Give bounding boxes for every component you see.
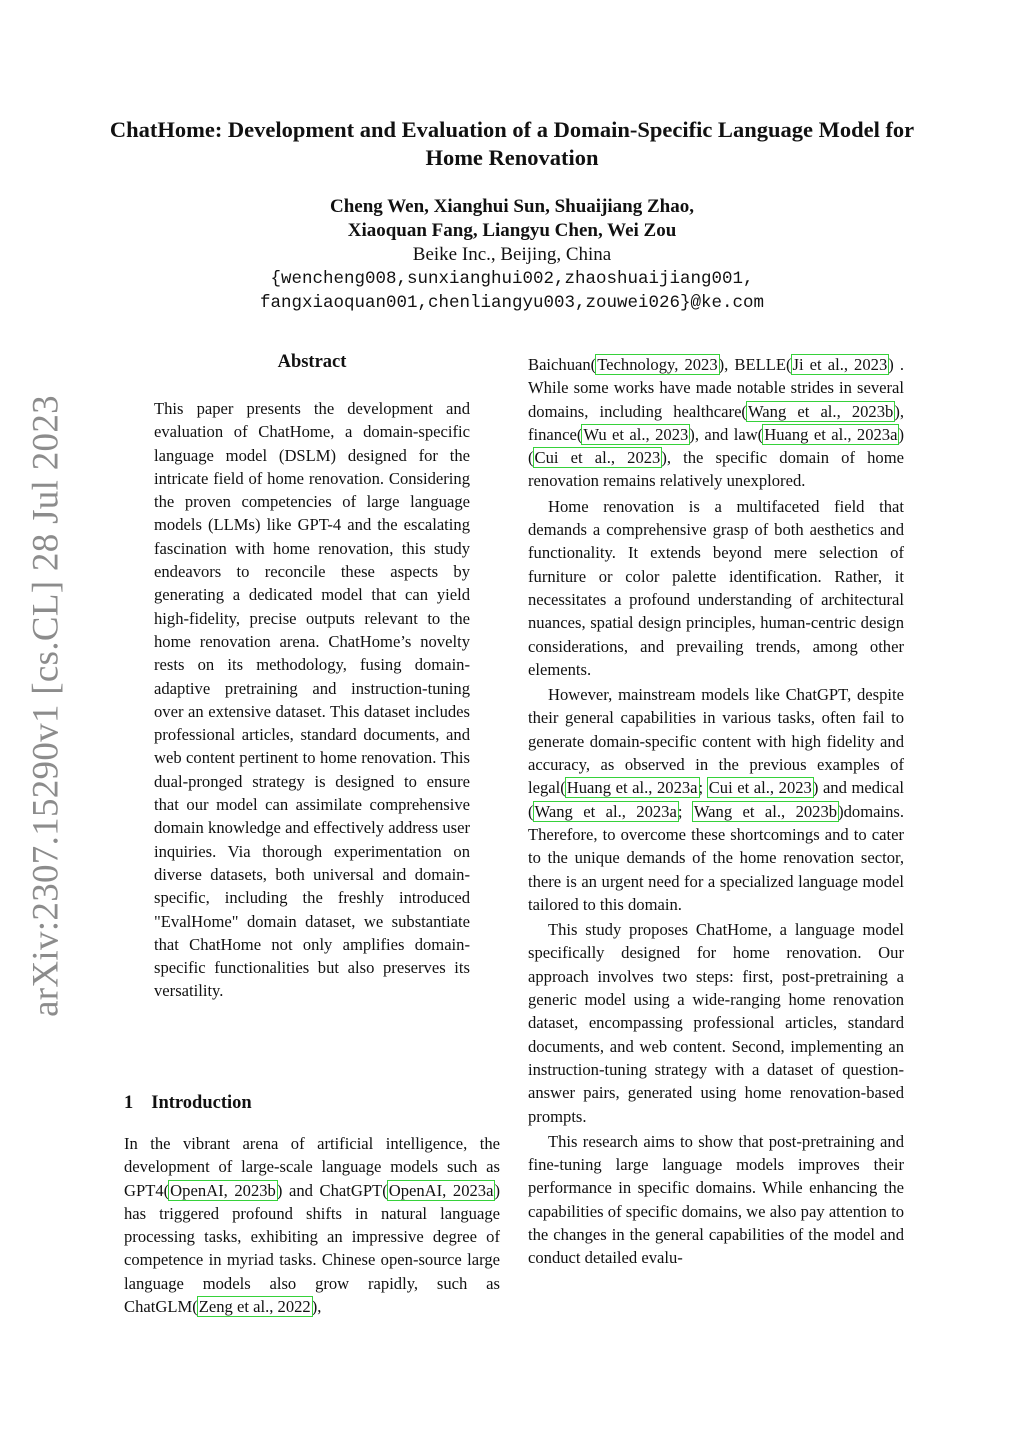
citation-link[interactable]: Wang et al., 2023a bbox=[534, 801, 677, 821]
citation-link[interactable]: Technology, 2023 bbox=[597, 355, 718, 374]
text-run: ), bbox=[311, 1297, 322, 1317]
author-names-line-1: Cheng Wen, Xianghui Sun, Shuaijiang Zhao, bbox=[330, 196, 694, 217]
citation-link[interactable]: OpenAI, 2023b bbox=[170, 1180, 276, 1200]
text-run: ), BELLE( bbox=[718, 355, 792, 374]
arxiv-stamp-text: arXiv:2307.15290v1 [cs.CL] 28 Jul 2023 bbox=[25, 395, 67, 1017]
citation-link[interactable]: Huang et al., 2023a bbox=[764, 424, 898, 444]
text-run: )( bbox=[528, 424, 904, 468]
citation-link[interactable]: Ji et al., 2023 bbox=[792, 355, 888, 374]
author-names-line-2: Xiaoquan Fang, Liangyu Chen, Wei Zou bbox=[347, 220, 677, 241]
text-run: In the vibrant arena of artificial intelligence, the development of large-scale language models such as GPT4( bbox=[124, 1134, 500, 1200]
section-heading-introduction bbox=[124, 1093, 252, 1114]
text-run: ), and law( bbox=[689, 424, 764, 444]
right-paragraph-5: This research aims to show that post-pretraining and fine-tuning large language models improves their performance in specific domains. While enhancing the capabilities of specific domains, we also pay attention to the changes in the general capabilities of the model and conduct detailed evalu- bbox=[528, 1131, 904, 1268]
citation-link[interactable]: Wang et al., 2023b bbox=[693, 801, 838, 821]
text-run: ; bbox=[698, 778, 708, 798]
text-run: ) has triggered profound shifts in natural language processing tasks, exhibiting an impressive degree of competence in myriad tasks. Chinese open-source large language models also grow rapidly, such as ChatGLM( bbox=[124, 1180, 500, 1317]
text-run: ), the specific domain of home renovation remains relatively unexplored. bbox=[528, 448, 905, 491]
citation-link[interactable]: Wang et al., 2023b bbox=[747, 401, 894, 421]
text-run: ) and ChatGPT( bbox=[276, 1180, 388, 1200]
paper-title: ChatHome: Development and Evaluation of a Domain-Specific Language Model for Home Renovation bbox=[109, 117, 915, 170]
citation-link[interactable]: OpenAI, 2023a bbox=[388, 1180, 494, 1200]
citation-link[interactable]: Zeng et al., 2022 bbox=[198, 1297, 311, 1317]
right-paragraph-3 bbox=[528, 683, 904, 916]
citation-link[interactable]: Cui et al., 2023 bbox=[708, 778, 812, 798]
citation-link[interactable]: Cui et al., 2023 bbox=[534, 448, 661, 468]
citation-link[interactable]: Huang et al., 2023a bbox=[566, 778, 698, 798]
citation-link[interactable]: Wu et al., 2023 bbox=[583, 424, 689, 444]
email-line-2: fangxiaoquan001,chenliangyu003,zouwei026}@ke.com bbox=[259, 293, 765, 313]
section-title: Introduction bbox=[151, 1093, 252, 1113]
email-line-1: {wencheng008,sunxianghui002,zhaoshuaijiang001, bbox=[270, 269, 754, 289]
text-run: ), finance( bbox=[528, 401, 904, 444]
abstract-text: This paper presents the development and evaluation of ChatHome, a domain-specific language model (DSLM) designed for the intricate field of home renovation. Considering the proven competencies of large language models (LLMs) like GPT-4 and the escalating fascination with home renovation, this study endeavors to reconcile these aspects by generating a dedicated model that can yield high-fidelity, precise outputs relevant to the home renovation arena. ChatHome’s novelty rests on its methodology, fusing domain-adaptive pretraining and instruction-tuning over an extensive dataset. This dataset includes professional articles, standard documents, and web content pertinent to home renovation. This dual-pronged strategy is designed to ensure that our model can assimilate comprehensive domain knowledge and effectively address user inquiries. Via thorough experimentation on diverse datasets, both universal and domain-specific, including the freshly introduced "EvalHome" domain dataset, we substantiate that ChatHome not only amplifies domain-specific functionalities but also preserves its versatility. bbox=[154, 399, 470, 1001]
affiliation: Beike Inc., Beijing, China bbox=[412, 244, 612, 265]
right-paragraph-4: This study proposes ChatHome, a language model specifically designed for home renovation. Our approach involves two steps: first, post-pretraining a generic model using a wide-ranging home renovation dataset, encompassing professional articles, standard documents, and web content. Second, implementing an instruction-tuning strategy with a dataset of question-answer pairs, generated using home renovation-based prompts. bbox=[528, 920, 904, 1126]
abstract-heading: Abstract bbox=[277, 352, 347, 372]
text-run: However, mainstream models like ChatGPT, despite their general capabilities in various tasks, often fail to generate domain-specific content with high fidelity and accuracy, as observed in the previous examples of legal( bbox=[528, 685, 904, 798]
text-run: ; bbox=[677, 801, 693, 821]
text-run: Baichuan( bbox=[528, 355, 597, 374]
author-block bbox=[100, 195, 924, 315]
text-run: )domains. Therefore, to overcome these shortcomings and to cater to the unique demands of the home renovation sector, there is an urgent need for a specialized language model tailored to this domain. bbox=[528, 801, 904, 914]
text-run: ) . While some works have made notable strides in several domains, including healthcare( bbox=[528, 355, 904, 421]
right-paragraph-1 bbox=[528, 353, 904, 493]
intro-left-column bbox=[124, 1132, 500, 1320]
right-paragraph-2: Home renovation is a multifaceted field that demands a comprehensive grasp of both aesthetics and functionality. It extends beyond mere selection of furniture or color palette identification. Rather, it necessitates a profound understanding of architectural nuances, spatial design principles, human-centric design considerations, and prevailing trends, among other elements. bbox=[528, 496, 904, 679]
intro-paragraph-1 bbox=[124, 1132, 500, 1318]
right-column bbox=[528, 353, 904, 1272]
section-number: 1 bbox=[124, 1093, 134, 1113]
text-run: ) and medical ( bbox=[528, 778, 904, 821]
